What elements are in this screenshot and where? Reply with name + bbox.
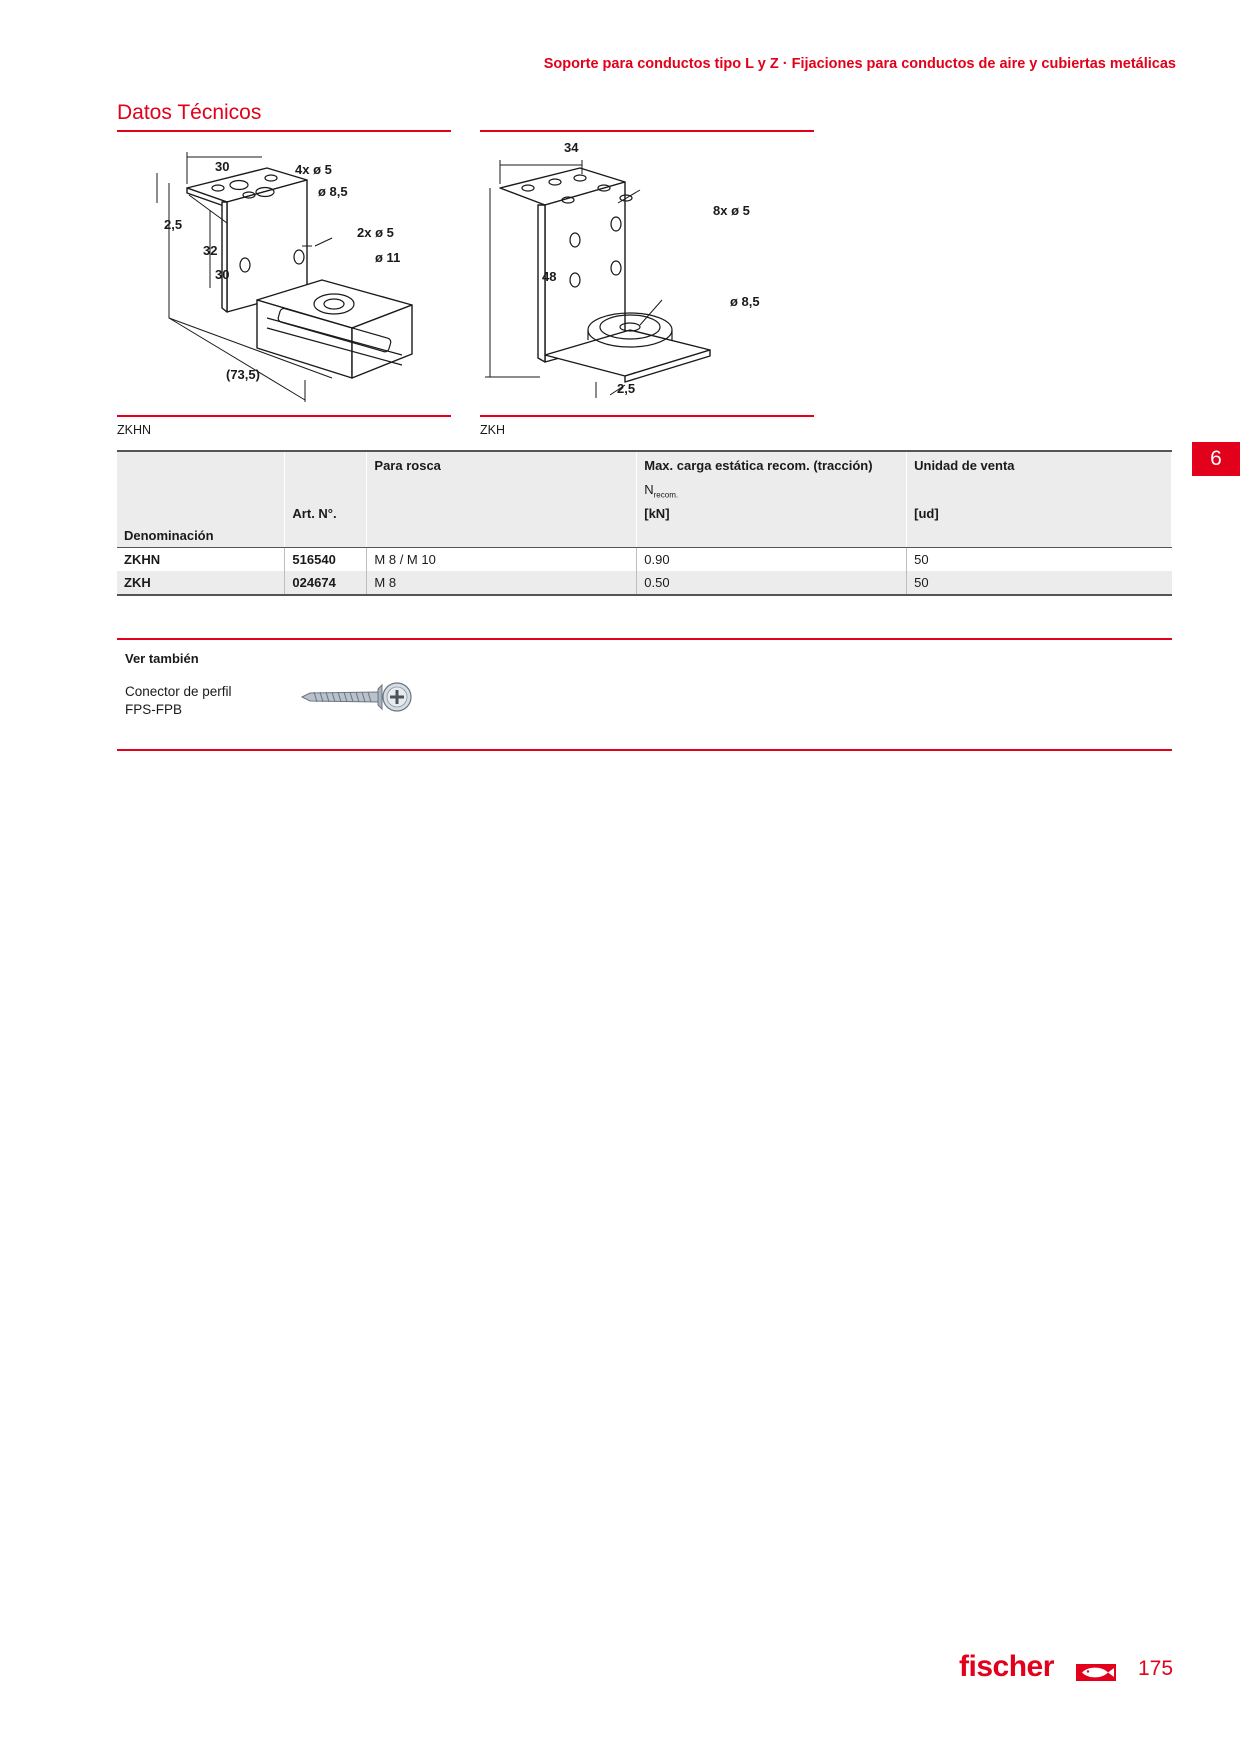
chapter-tab[interactable]: 6 bbox=[1192, 442, 1240, 476]
screw-icon bbox=[300, 680, 415, 714]
drawing-zkhn bbox=[117, 140, 457, 410]
see-also-item-name[interactable]: Conector de perfil FPS-FPB bbox=[125, 684, 232, 717]
cell-rosca: M 8 / M 10 bbox=[367, 548, 637, 572]
carga-symbol: $N_{recom.}$ bbox=[644, 482, 679, 500]
cell-carga: 0.50 bbox=[637, 571, 907, 595]
header-title: Soporte para conductos tipo L y Z · Fijaciones para conductos de aire y cubiertas metálicas bbox=[543, 56, 1176, 72]
see-also-bottom-rule bbox=[117, 749, 1172, 751]
section-underline-right bbox=[480, 130, 814, 132]
header-carga: Max. carga estática recom. (tracción) $N_{recom.}$ [kN] bbox=[637, 451, 907, 548]
dim-8-5: ø 8,5 bbox=[730, 294, 760, 309]
cell-unidad: 50 bbox=[907, 548, 1172, 572]
drawing-zkh bbox=[480, 140, 814, 410]
drawing-zkh-rule bbox=[480, 415, 814, 417]
fischer-logo-text: fischer bbox=[959, 1650, 1054, 1683]
dim-30-side: 30 bbox=[215, 267, 230, 282]
dim-30-top: 30 bbox=[215, 159, 230, 174]
cell-rosca: M 8 bbox=[367, 571, 637, 595]
dim-4x5: 4x ø 5 bbox=[295, 162, 332, 177]
dim-2x5: 2x ø 5 bbox=[357, 225, 394, 240]
drawing-zkh-caption: ZKH bbox=[480, 423, 505, 437]
dim-2-5: 2,5 bbox=[164, 217, 183, 232]
section-underline-left bbox=[117, 130, 451, 132]
header-art: Art. N°. bbox=[285, 451, 367, 548]
table-header-row bbox=[117, 451, 1172, 548]
dim-73-5: (73,5) bbox=[226, 367, 260, 382]
header-rosca: Para rosca bbox=[367, 451, 637, 548]
dim-8-5: ø 8,5 bbox=[318, 184, 348, 199]
zkh-bracket-drawing bbox=[480, 140, 814, 410]
dim-48: 48 bbox=[542, 269, 557, 284]
fischer-fish-icon bbox=[1076, 1664, 1116, 1681]
dim-8x5: 8x ø 5 bbox=[713, 203, 750, 218]
drawing-zkhn-caption: ZKHN bbox=[117, 423, 152, 437]
section-title: Datos Técnicos bbox=[117, 101, 262, 124]
screw-image[interactable] bbox=[300, 680, 415, 714]
cell-name: ZKHN bbox=[124, 552, 161, 567]
dim-32: 32 bbox=[203, 243, 218, 258]
page-number: 175 bbox=[1138, 1657, 1174, 1680]
see-also-label: Ver también bbox=[125, 651, 199, 666]
dim-11: ø 11 bbox=[375, 250, 401, 265]
dim-2-5: 2,5 bbox=[617, 381, 636, 396]
cell-art: 024674 bbox=[285, 571, 367, 595]
technical-data-table bbox=[117, 450, 1172, 596]
cell-unidad: 50 bbox=[907, 571, 1172, 595]
cell-name: ZKH bbox=[117, 571, 285, 595]
header-unidad: Unidad de venta [ud] bbox=[907, 451, 1172, 548]
drawing-zkhn-rule bbox=[117, 415, 451, 417]
zkhn-bracket-drawing bbox=[117, 140, 457, 410]
table-row bbox=[117, 548, 1172, 572]
see-also-top-rule bbox=[117, 638, 1172, 640]
dim-34: 34 bbox=[564, 140, 579, 155]
header-denominacion: Denominación bbox=[117, 451, 285, 548]
cell-art: 516540 bbox=[285, 548, 367, 572]
table-row bbox=[117, 571, 1172, 595]
cell-carga: 0.90 bbox=[637, 548, 907, 572]
